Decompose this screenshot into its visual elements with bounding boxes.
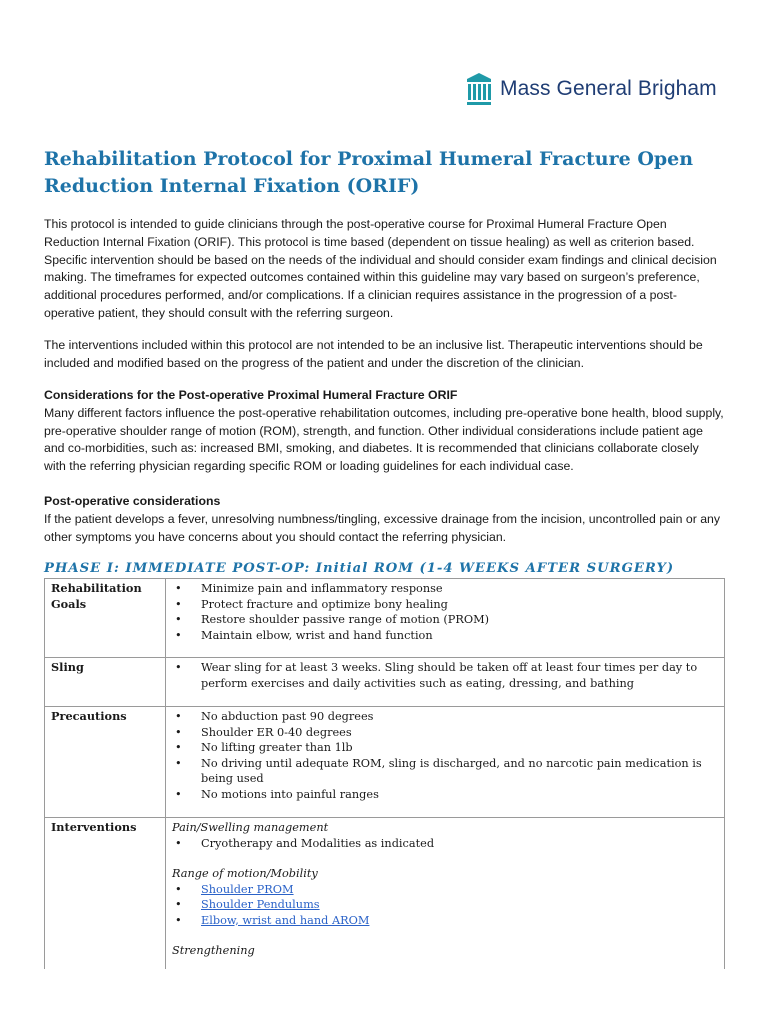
shoulder-prom-link[interactable]: Shoulder PROM [201, 882, 294, 896]
phase-title: PHASE I: IMMEDIATE POST-OP: Initial ROM (1-4 WEEKS AFTER SURGERY) [44, 561, 675, 576]
list-item [172, 913, 718, 929]
considerations-section [44, 387, 724, 476]
phase-1-table [44, 578, 725, 969]
list-item: • Minimize pain and inflammatory response [175, 582, 443, 595]
document-title: Rehabilitation Protocol for Proximal Humeral Fracture Open Reduction Internal Fixation (ORIF) [44, 148, 694, 197]
bullet-icon: • [175, 628, 182, 642]
considerations-heading: Considerations for the Post-operative Proximal Humeral Fracture ORIF [44, 388, 458, 402]
interventions-label: Interventions [45, 818, 166, 969]
bullet-icon: • [175, 836, 182, 850]
precautions-cell [166, 707, 725, 818]
interventions-note-paragraph [44, 337, 724, 373]
bullet-icon: • [175, 913, 182, 927]
considerations-text: Many different factors influence the post-operative rehabilitation outcomes, including pre-operative bone health, blood supply, pre-operative shoulder range of motion (ROM), strength, and function. Other individual considerations include patient age and co-morbidities, such as: increased BMI, smoking, and diabetes. It is recommended that clinicians collaborate closely with the referring physician regarding specific ROM or loading guidelines for each individual case. [44, 405, 724, 474]
table-row-precautions [45, 707, 725, 818]
bullet-icon: • [175, 756, 182, 770]
bullet-icon: • [175, 613, 182, 626]
rom-mobility-list [172, 882, 718, 929]
list-item: • No lifting greater than 1lb [175, 741, 353, 754]
elbow-wrist-hand-arom-link[interactable]: Elbow, wrist and hand AROM [201, 913, 370, 927]
bullet-icon: • [175, 661, 182, 674]
strengthening-heading: Strengthening [172, 944, 255, 957]
logo-text: Mass General Brigham [500, 77, 717, 100]
intro-text: This protocol is intended to guide clinicians through the post-operative course for Proximal Humeral Fracture Open Reduction Internal Fixation (ORIF). This protocol is time based (dependent on tissue healing) as well as criterion based. Specific intervention should be based on the needs of the individual and should consider exam findings and clinical decision making. The timeframes for expected outcomes contained within this guideline may vary based on surgeon’s preference, additional procedures performed, and/or complications. If a clinician requires assistance in the progression of a post-operative patient, they should consult with the referring surgeon. [44, 217, 717, 320]
list-item: • Protect fracture and optimize bony healing [175, 597, 448, 611]
pain-swelling-list [172, 836, 718, 852]
sling-label: Sling [45, 658, 166, 707]
list-item: • No motions into painful ranges [175, 787, 379, 801]
table-row-goals [45, 579, 725, 658]
list-item: • No abduction past 90 degrees [175, 710, 374, 723]
postop-text: If the patient develops a fever, unresolving numbness/tingling, excessive drainage from the incision, uncontrolled pain or any other symptoms you have concerns about you should contact the referring physician. [44, 511, 721, 544]
bullet-icon: • [175, 882, 182, 896]
shoulder-pendulums-link[interactable]: Shoulder Pendulums [201, 898, 320, 911]
postop-heading: Post-operative considerations [44, 494, 221, 508]
list-item: • Shoulder ER 0-40 degrees [175, 725, 352, 739]
goals-list [172, 581, 718, 643]
bullet-icon: • [175, 710, 182, 723]
bullet-icon: • [175, 787, 182, 801]
list-item: • Maintain elbow, wrist and hand function [175, 628, 433, 642]
goals-label: Rehabilitation Goals [45, 579, 166, 658]
pain-swelling-heading: Pain/Swelling management [172, 821, 329, 834]
list-item: • Cryotherapy and Modalities as indicated [175, 836, 435, 850]
bullet-icon: • [175, 741, 182, 754]
interventions-cell [166, 818, 725, 969]
intro-paragraph [44, 216, 724, 323]
bullet-icon: • [175, 725, 182, 739]
mass-general-brigham-logo-icon [466, 72, 492, 106]
precautions-label: Precautions [45, 707, 166, 818]
list-item [172, 882, 718, 898]
sling-cell [166, 658, 725, 707]
bullet-icon: • [175, 597, 182, 611]
rom-mobility-heading: Range of motion/Mobility [172, 867, 318, 880]
list-item [172, 897, 718, 913]
precautions-list [172, 709, 718, 802]
postop-section [44, 493, 724, 546]
bullet-icon: • [175, 898, 182, 911]
list-item: • Wear sling for at least 3 weeks. Sling should be taken off at least four times per day to perform exercises and daily activities such as eating, dressing, and bathing [175, 661, 698, 690]
list-item: • No driving until adequate ROM, sling is discharged, and no narcotic pain medication is being used [175, 756, 702, 785]
list-item: • Restore shoulder passive range of motion (PROM) [175, 613, 490, 626]
sling-list [172, 660, 718, 691]
bullet-icon: • [175, 582, 182, 595]
logo [466, 72, 717, 106]
table-row-interventions [45, 818, 725, 969]
goals-cell [166, 579, 725, 658]
table-row-sling [45, 658, 725, 707]
interventions-note-text: The interventions included within this protocol are not intended to be an inclusive list. Therapeutic interventions should be included and modified based on the progress of the patient and under the discretion of the clinician. [44, 338, 703, 370]
